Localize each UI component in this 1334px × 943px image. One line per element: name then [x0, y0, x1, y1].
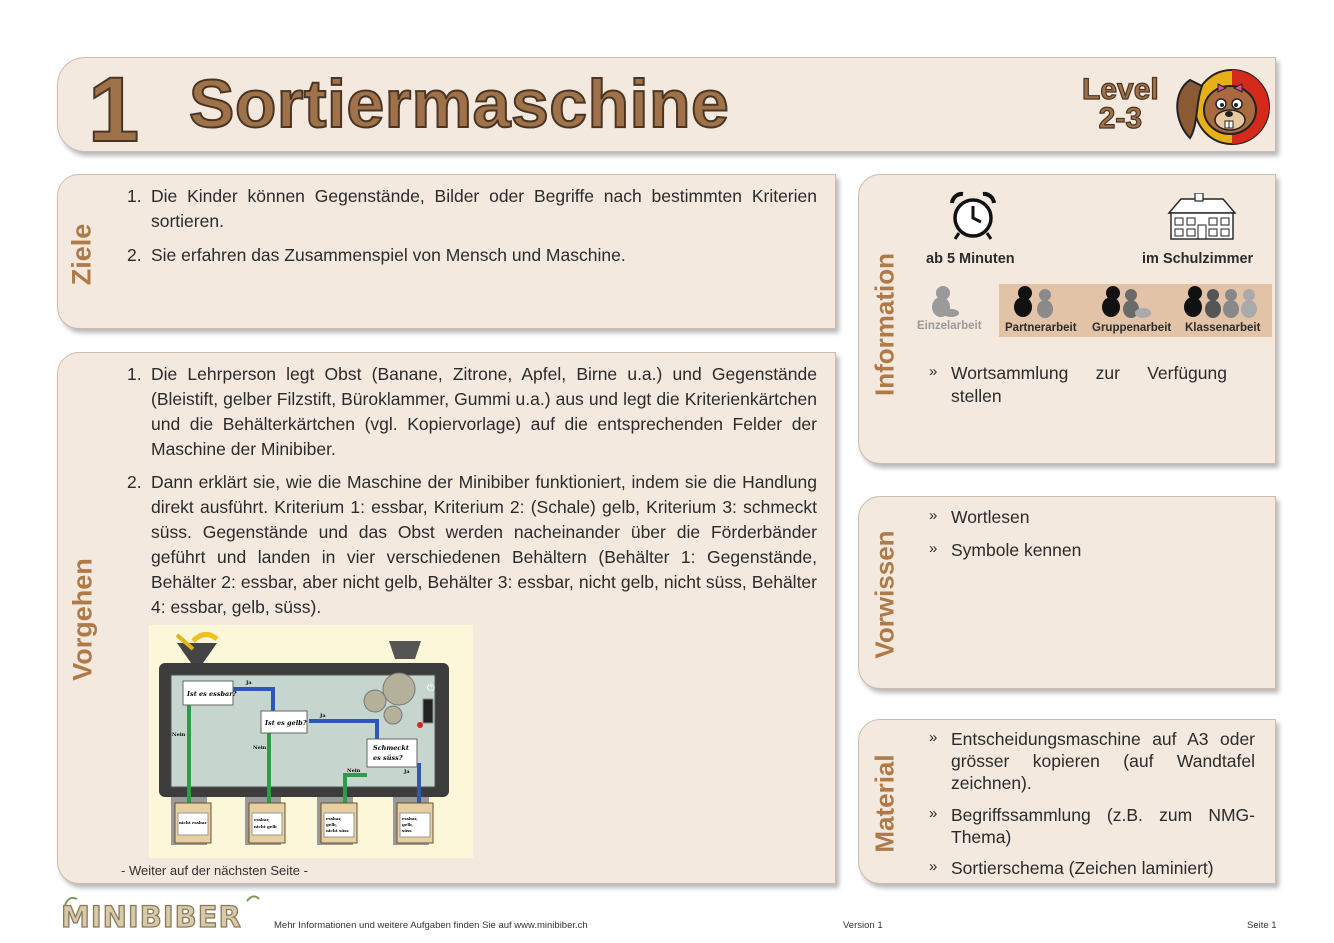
social-form-single: Einzelarbeit: [917, 320, 982, 332]
level-value: 2-3: [1098, 101, 1143, 135]
list-item: » Symbole kennen: [929, 539, 1082, 560]
social-form-pair: Partnerarbeit: [1005, 322, 1077, 334]
material-list: [927, 729, 1255, 890]
gear-icon: [383, 673, 415, 705]
nein-label: Nein: [253, 745, 267, 751]
beaver-level-icon: [1170, 66, 1274, 148]
item-number: 2.: [127, 472, 142, 493]
gear-icon: [384, 706, 402, 724]
item-text: Wortlesen: [951, 507, 1030, 527]
lever-knob: [417, 722, 423, 728]
box-4-line2: gelb,: [402, 822, 414, 827]
procedure-label: Vorgehen: [67, 558, 98, 681]
prior-knowledge-list: [927, 506, 1247, 572]
question-1: Ist es essbar?: [187, 690, 237, 698]
page-title: Sortiermaschine: [189, 66, 730, 142]
ja-label: Ja: [320, 713, 326, 719]
list-item: » Begriffssammlung (z.B. zum NMG-Thema): [929, 804, 1255, 847]
header-banner: [57, 57, 1276, 161]
prior-knowledge-label: Vorwissen: [869, 530, 900, 659]
list-item: » Wortsammlung zur Verfügung stellen: [929, 363, 1227, 406]
list-item: [127, 362, 817, 461]
social-form-icons: [917, 283, 1272, 321]
level-badge: [1082, 73, 1159, 135]
location-text: im Schulzimmer: [1142, 251, 1254, 267]
box-2-line1: essbar,: [254, 817, 270, 822]
box-3-line2: gelb,: [326, 822, 338, 827]
item-text: Die Lehrperson legt Obst (Banane, Zitrone, Apfel, Birne u.a.) und Gegenstände (Bleistift, gelber Filzstift, Büroklammer, Gummi u.a.) aus und legt die Kriterienkärtchen und die Behälterkärtchen (vgl. Kopiervorlage) auf die entsprechenden Felder der Maschine der Minibiber.: [151, 364, 817, 459]
footer-more-info: Mehr Informationen und weitere Aufgaben finden Sie auf www.minibiber.ch: [274, 920, 588, 931]
item-number: 1.: [127, 364, 142, 384]
prior-knowledge-panel: [858, 496, 1276, 689]
question-2: Ist es gelb?: [265, 719, 307, 727]
ja-label: Ja: [404, 769, 410, 775]
question-3-line2: es süss?: [373, 754, 403, 762]
box-4-line3: süss: [402, 828, 412, 833]
material-label: Material: [869, 754, 900, 853]
level-label: Level: [1082, 73, 1159, 106]
nein-label: Nein: [172, 732, 186, 738]
minibiber-logo: [57, 893, 262, 935]
pair-beaver-icon: [1014, 286, 1053, 318]
box-3-line1: essbar,: [326, 816, 342, 821]
list-item: » Sortierschema (Zeichen laminiert): [929, 858, 1214, 879]
box-2-line2: nicht gelb: [254, 824, 277, 829]
goals-label: Ziele: [66, 223, 97, 286]
footer-version: Version 1: [843, 920, 883, 931]
item-text: Sie erfahren das Zusammenspiel von Mensch und Maschine.: [151, 244, 626, 265]
question-3-line1: Schmeckt: [373, 744, 409, 752]
item-text: Symbole kennen: [951, 539, 1082, 560]
box-3-line3: nicht süss: [326, 828, 349, 833]
material-panel: [858, 719, 1276, 884]
social-form-group: Gruppenarbeit: [1092, 322, 1172, 334]
ja-label: Ja: [246, 680, 252, 686]
list-item: » Entscheidungsmaschine auf A3 oder grösser kopieren (auf Wandtafel zeichnen).: [929, 729, 1255, 793]
list-item: » Wortlesen: [929, 507, 1030, 527]
power-icon: ⏻: [427, 683, 435, 694]
box-4-line1: essbar,: [402, 816, 418, 821]
sorting-machine-illustration: [149, 625, 473, 858]
goals-panel: [57, 174, 836, 329]
item-text: Entscheidungsmaschine auf A3 oder grösser kopieren (auf Wandtafel zeichnen).: [951, 729, 1255, 793]
item-text: Die Kinder können Gegenstände, Bilder oder Begriffe nach bestimmten Kriterien sortieren.: [151, 186, 817, 231]
item-number: 2.: [127, 244, 142, 265]
item-text: Sortierschema (Zeichen laminiert): [951, 858, 1214, 879]
item-text: Dann erklärt sie, wie die Maschine der Minibiber funktioniert, indem sie die Handlung direkt ausführt. Kriterium 1: essbar, Kriterium 2: (Schale) gelb, Kriterium 3: schmeckt süss. Gegenstände und das Obst werden nacheinander über die Förderbänder geführt und landen in vier verschiedenen Behältern (Behälter 1: Gegenstände, Behälter 2: essbar, aber nicht gelb, Behälter 3: essbar, nicht gelb, nicht süss, Behälter 4: essbar, gelb, süss).: [151, 472, 817, 617]
lever: [423, 699, 433, 723]
item-number: 1.: [127, 186, 142, 206]
brand-wordmark: MINIBIBER: [61, 900, 242, 934]
procedure-panel: [57, 352, 836, 884]
list-item: [127, 470, 817, 619]
worksheet-number: 1: [88, 59, 140, 161]
footer-page-number: Seite 1: [1247, 920, 1277, 931]
social-form-class: Klassenarbeit: [1185, 322, 1261, 334]
information-list: [927, 362, 1227, 418]
box-1-label: nicht essbar: [179, 820, 207, 825]
goals-list: [127, 184, 817, 277]
duration-text: ab 5 Minuten: [926, 251, 1015, 267]
school-building-icon: [1165, 193, 1239, 241]
information-label: Information: [869, 253, 900, 396]
group-beaver-icon: [1102, 286, 1151, 318]
item-text: Wortsammlung zur Verfügung stellen: [951, 363, 1227, 406]
gear-icon: [364, 690, 386, 712]
list-item: [127, 184, 817, 234]
class-beaver-icon: [1184, 286, 1257, 318]
nein-label: Nein: [347, 768, 361, 774]
information-panel: [858, 174, 1276, 464]
procedure-list: [127, 362, 817, 628]
single-beaver-icon: [932, 286, 959, 317]
list-item: [127, 243, 817, 268]
item-text: Begriffssammlung (z.B. zum NMG-Thema): [951, 804, 1255, 847]
alarm-clock-icon: [947, 189, 999, 241]
continue-note: - Weiter auf der nächsten Seite -: [121, 863, 308, 878]
